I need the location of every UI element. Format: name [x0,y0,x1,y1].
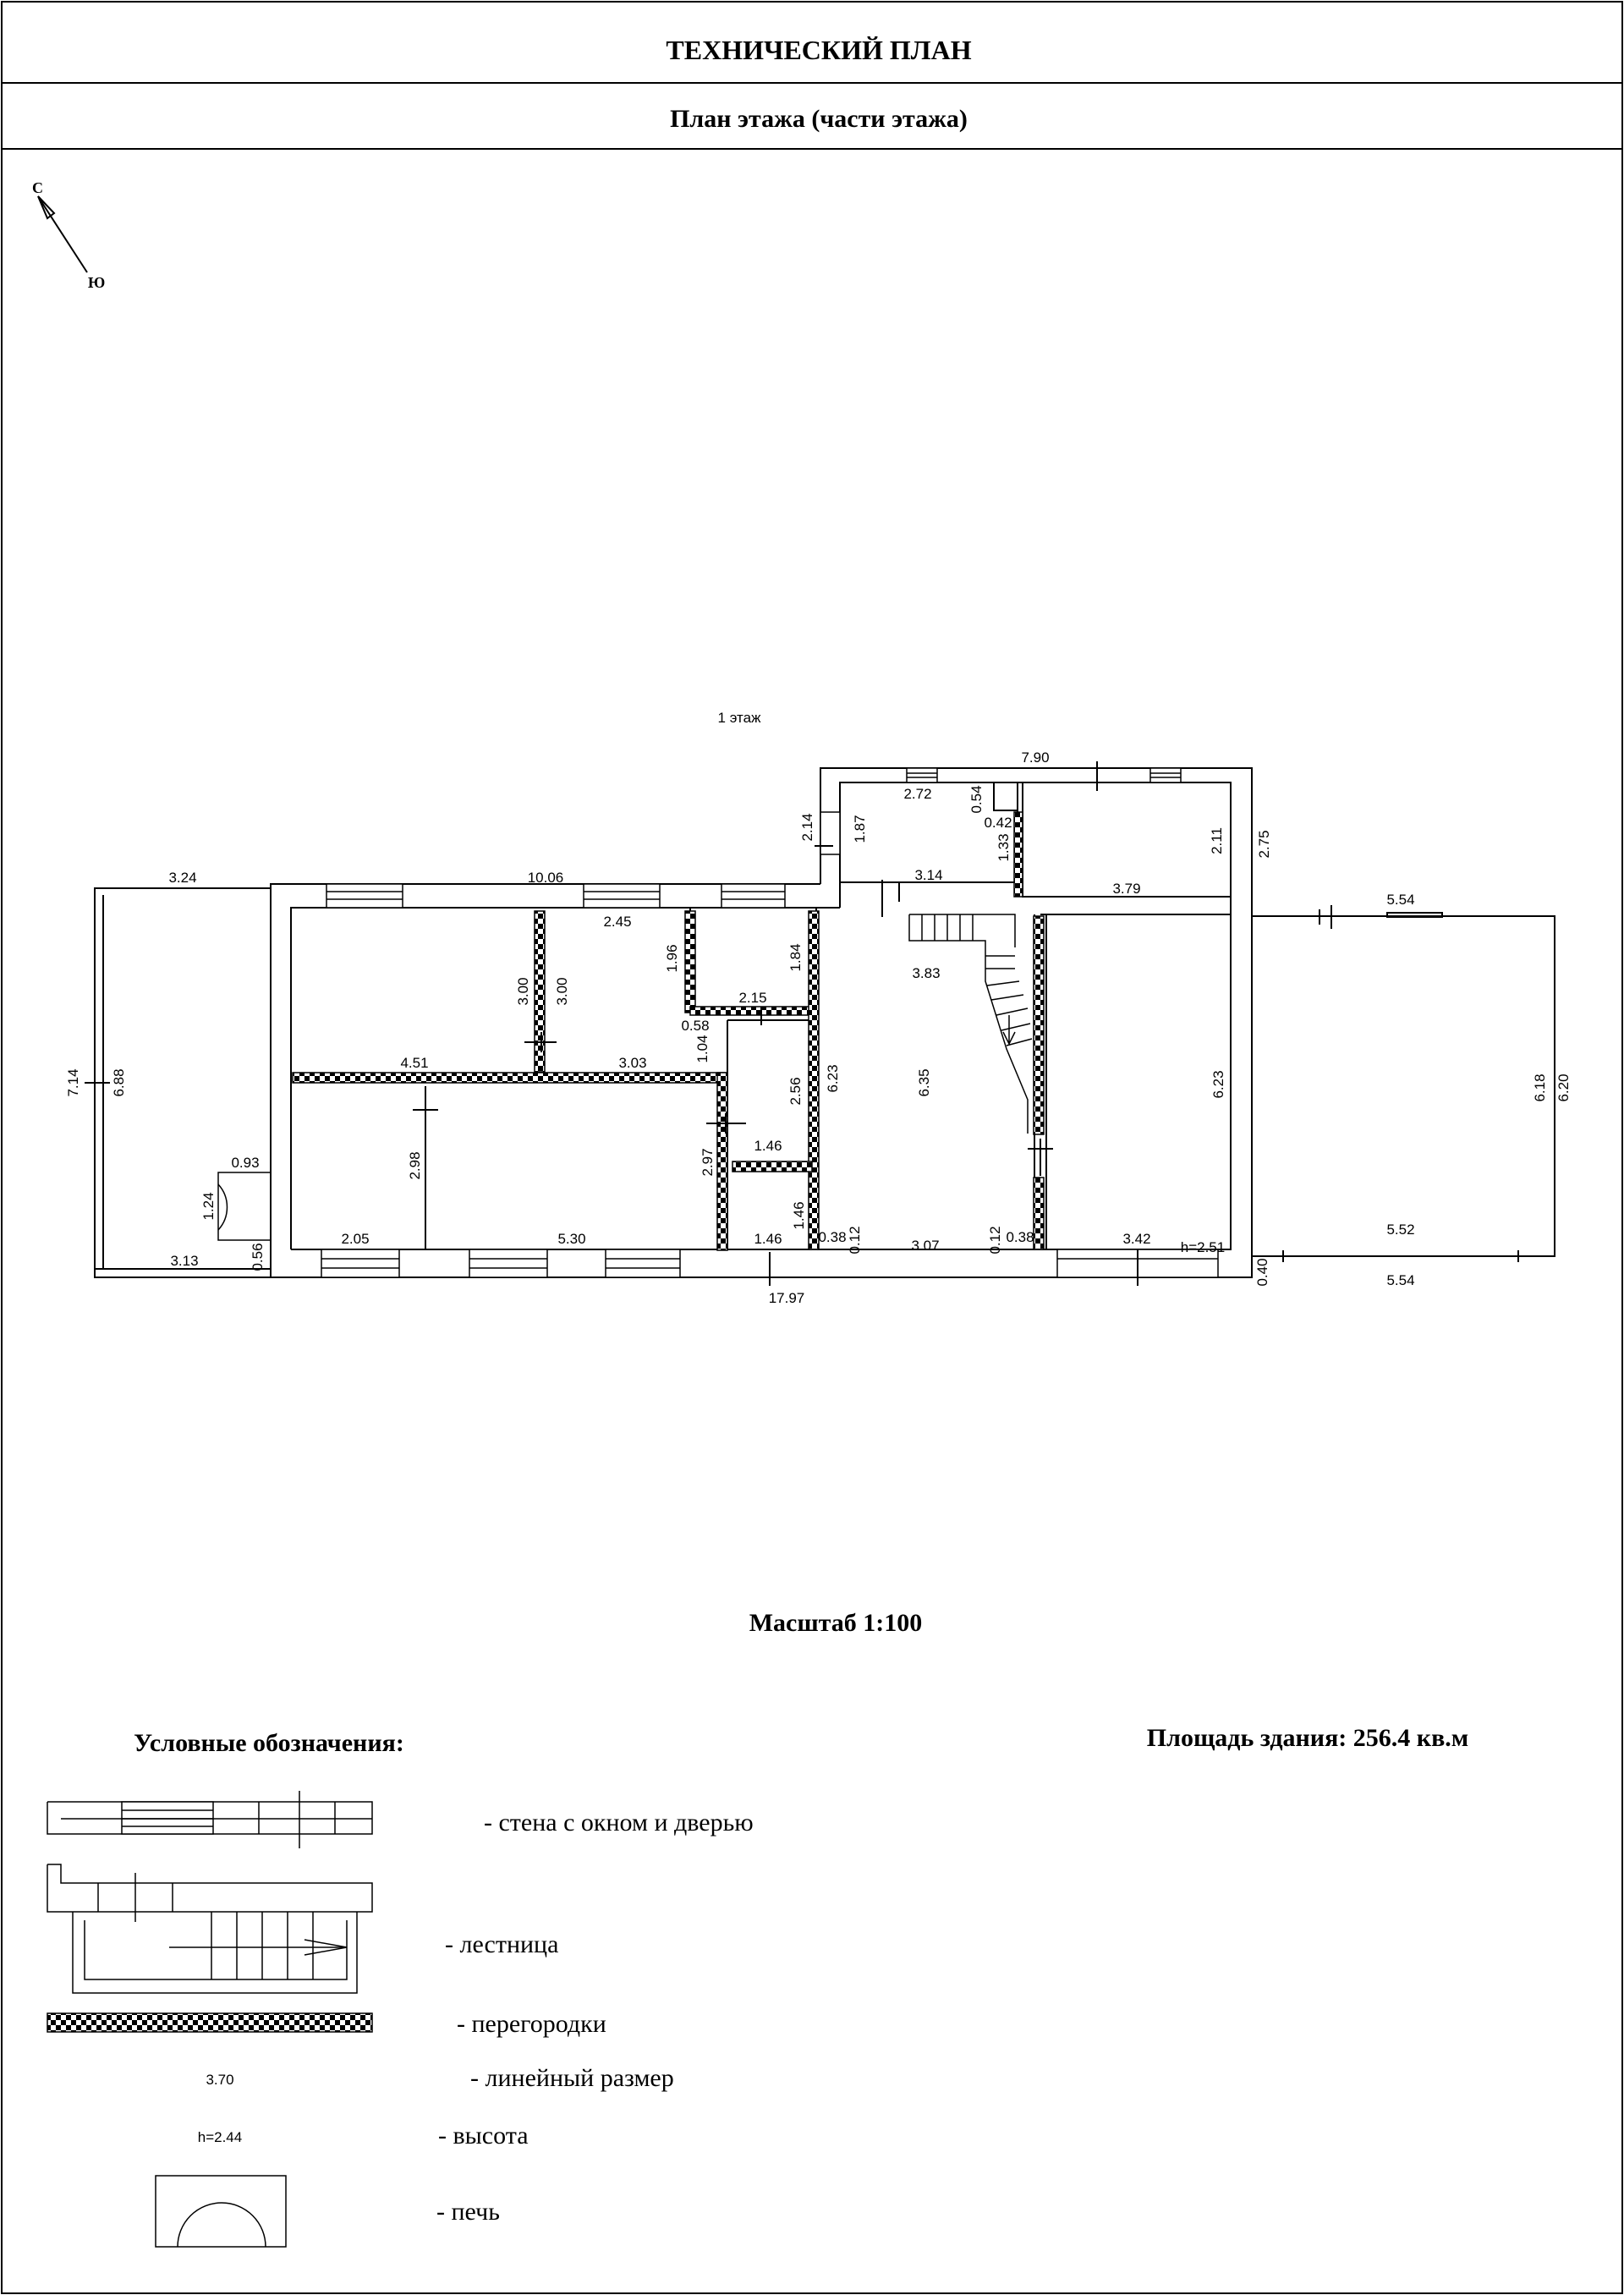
dim-038b: 0.38 [1006,1229,1034,1245]
dim-314: 3.14 [914,867,943,883]
dim-303: 3.03 [618,1055,647,1071]
dim-530: 5.30 [557,1231,586,1247]
dim-300b: 3.00 [554,977,570,1006]
dim-383: 3.83 [912,965,941,981]
window-top-3 [721,884,785,908]
dim-124: 1.24 [200,1192,217,1221]
dim-451: 4.51 [400,1055,429,1071]
window-bottom-2 [469,1249,547,1277]
dim-298: 2.98 [407,1151,423,1180]
height-label: h=2.51 [1180,1239,1226,1255]
dim-688: 6.88 [111,1068,127,1097]
scale-label: Масштаб 1:100 [749,1609,923,1637]
building-area: Площадь здания: 256.4 кв.м [1146,1724,1469,1752]
dim-245: 2.45 [603,914,632,930]
dim-012a: 0.12 [847,1226,863,1255]
window-left-1 [820,812,840,854]
legend-stove-icon [156,2176,286,2247]
dim-012b: 0.12 [987,1226,1003,1255]
dim-275: 2.75 [1256,830,1272,859]
dim-146c: 1.46 [754,1231,782,1247]
page-subtitle: План этажа (части этажа) [670,105,968,133]
window-bottom-1 [321,1249,399,1277]
dim-623b: 6.23 [1210,1070,1226,1099]
dim-342: 3.42 [1122,1231,1151,1247]
doors [85,761,1141,1286]
staircase [909,914,1032,1134]
dim-042: 0.42 [984,815,1012,831]
dim-790: 7.90 [1021,749,1050,766]
dim-133: 1.33 [996,833,1012,862]
legend-stairs-text: - лестница [445,1930,559,1958]
dim-104: 1.04 [694,1035,710,1063]
dim-056: 0.56 [250,1243,266,1271]
dim-324: 3.24 [168,870,197,886]
dim-196: 1.96 [664,944,680,973]
dim-215: 2.15 [738,990,767,1006]
dim-297: 2.97 [700,1148,716,1177]
legend-linear-sample: 3.70 [206,2072,234,2088]
dim-635: 6.35 [916,1068,932,1097]
window-bottom-3 [606,1249,680,1277]
floor-label: 1 этаж [717,710,761,726]
dim-146b: 1.46 [791,1201,807,1230]
compass-north-label: С [32,179,43,196]
stove-icon [218,1172,271,1240]
dim-1006: 10.06 [527,870,564,886]
window-upper-1 [907,768,937,782]
legend-partition-text: - перегородки [457,2010,606,2038]
dim-093: 0.93 [231,1155,260,1171]
legend-stove-text: - печь [436,2198,500,2226]
legend-stairs-sample [47,1864,372,1993]
interior-walls [291,782,1034,1249]
dim-146a: 1.46 [754,1138,782,1154]
windows [321,768,1218,1277]
floor-plan [65,749,1572,1306]
dim-214: 2.14 [799,813,815,842]
dim-211: 2.11 [1209,827,1225,854]
legend-height-sample: h=2.44 [197,2129,243,2145]
dim-620: 6.20 [1555,1073,1572,1102]
dim-300a: 3.00 [515,977,531,1006]
dim-256: 2.56 [787,1077,804,1106]
window-top-1 [326,884,403,908]
dim-187: 1.87 [852,815,868,843]
dim-714: 7.14 [65,1068,81,1097]
dim-040: 0.40 [1254,1258,1270,1287]
dim-554-bottom: 5.54 [1386,1272,1415,1288]
legend-wall-sample [47,1791,372,1848]
legend-height-text: - высота [438,2122,529,2150]
dim-272: 2.72 [903,786,932,802]
legend-wall-text: - стена с окном и дверью [484,1809,754,1837]
dim-552: 5.52 [1386,1222,1415,1238]
dim-623a: 6.23 [825,1064,841,1093]
dim-379: 3.79 [1112,881,1141,897]
dim-618: 6.18 [1532,1073,1548,1102]
legend-partition-sample [47,2013,372,2032]
dim-1797: 17.97 [768,1290,805,1306]
legend-linear-text: - линейный размер [470,2064,674,2092]
page-title: ТЕХНИЧЕСКИЙ ПЛАН [666,35,972,65]
dim-313: 3.13 [170,1253,199,1269]
dim-184: 1.84 [787,943,804,972]
right-terrace [1252,905,1555,1262]
legend-title: Условные обозначения: [134,1729,404,1757]
legend [47,1729,754,2247]
dim-054: 0.54 [968,785,985,814]
compass-south-label: Ю [88,274,106,291]
dim-307: 3.07 [911,1238,940,1254]
compass-icon [32,179,105,291]
window-upper-2 [1150,768,1181,782]
window-top-2 [584,884,660,908]
dim-038a: 0.38 [818,1229,847,1245]
dim-554-top: 5.54 [1386,892,1415,908]
dim-058: 0.58 [681,1018,710,1034]
dim-205: 2.05 [341,1231,370,1247]
